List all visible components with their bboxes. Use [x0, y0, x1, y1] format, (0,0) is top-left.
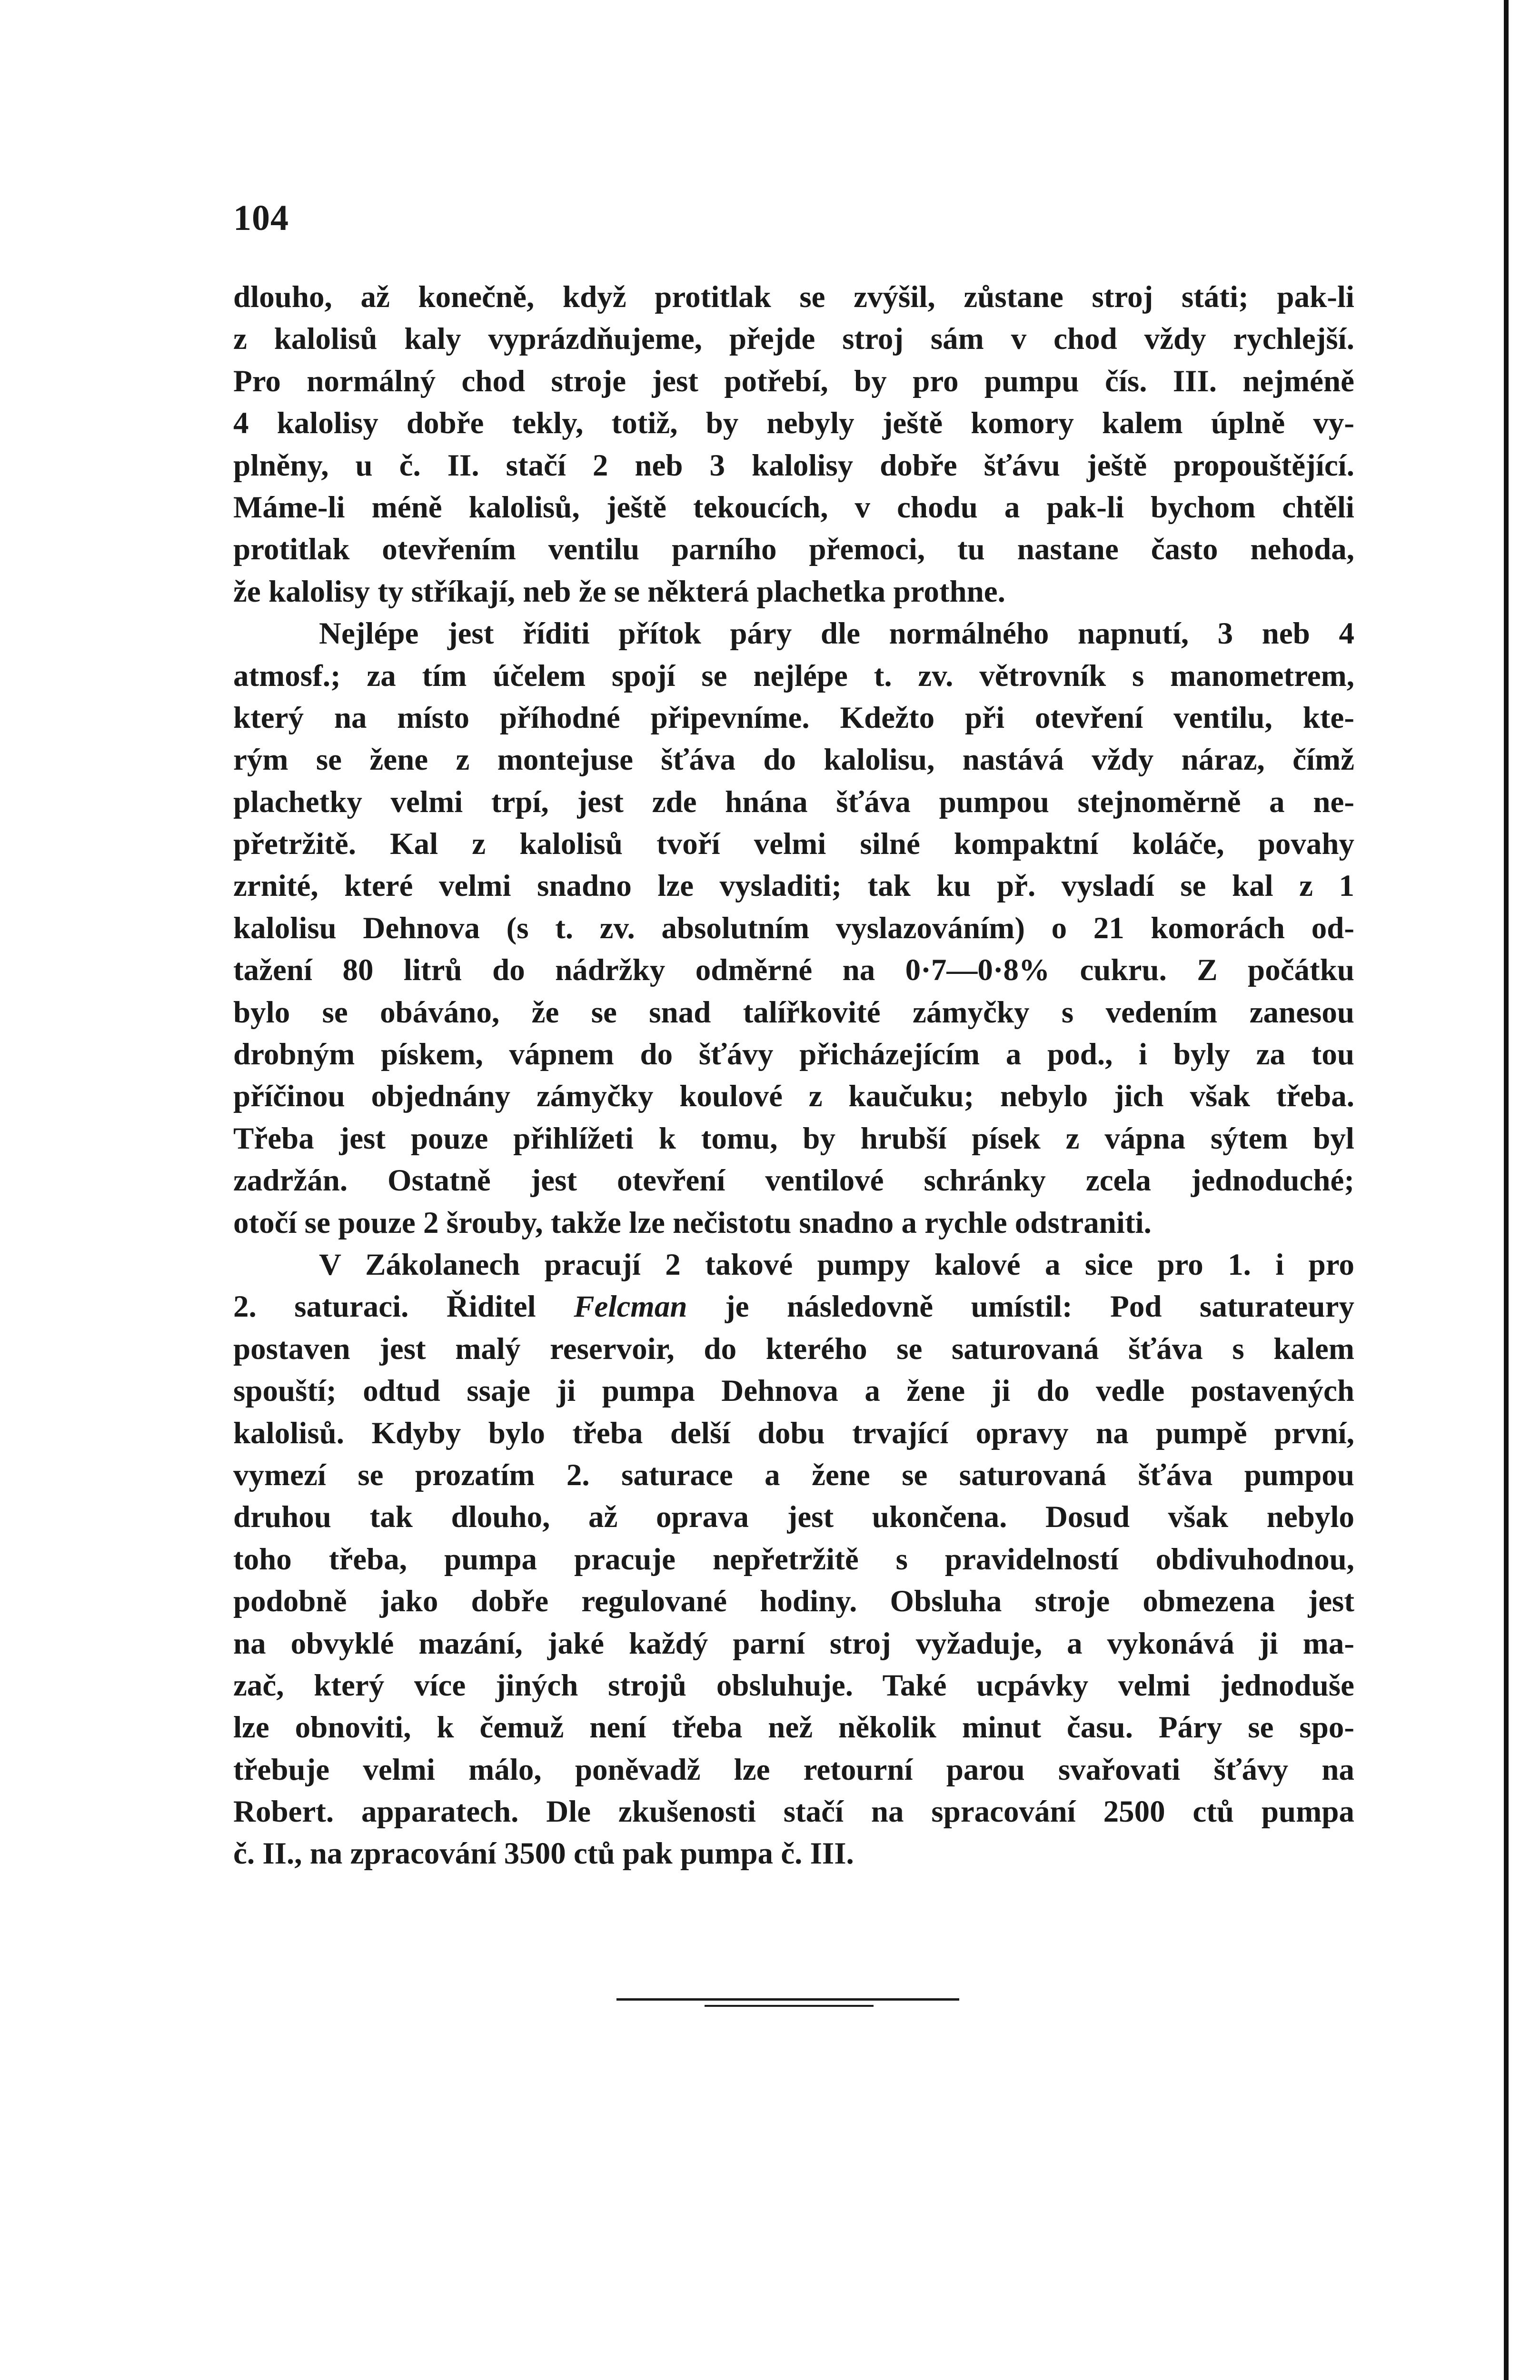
text-line: který na místo příhodné připevníme. Kdežto při otevření ventilu, kte-	[233, 700, 1354, 735]
text-line: 4 kalolisy dobře tekly, totiž, by nebyly ještě komory kalem úplně vy-	[233, 406, 1354, 441]
paragraph-2	[233, 613, 1354, 1244]
italic-name: Felcman	[574, 1289, 687, 1324]
paragraph-3	[233, 1244, 1354, 1875]
text-line: toho třeba, pumpa pracuje nepřetržitě s pravidelností obdivuhodnou,	[233, 1542, 1354, 1577]
text-line: kalolisu Dehnova (s t. zv. absolutním vyslazováním) o 21 komorách od-	[233, 911, 1354, 945]
text-line: protitlak otevřením ventilu parního přemoci, tu nastane často nehoda,	[233, 532, 1354, 567]
text-line: z kalolisů kaly vyprázdňujeme, přejde stroj sám v chod vždy rychlejší.	[233, 322, 1354, 357]
text-line: zrnité, které velmi snadno lze vysladiti; tak ku př. vysladí se kal z 1	[233, 869, 1354, 903]
text-line: otočí se pouze 2 šrouby, takže lze nečistotu snadno a rychle odstraniti.	[233, 1205, 1152, 1240]
text-line: zač, který více jiných strojů obsluhuje. Také ucpávky velmi jednoduše	[233, 1668, 1354, 1703]
body-text	[233, 276, 1354, 1875]
text-line: plněny, u č. II. stačí 2 neb 3 kalolisy dobře šťávu ještě propouštějící.	[233, 448, 1354, 483]
text-line: vymezí se prozatím 2. saturace a žene se saturovaná šťáva pumpou	[233, 1458, 1354, 1492]
text-line: Pro normálný chod stroje jest potřebí, by pro pumpu čís. III. nejméně	[233, 364, 1354, 398]
text-line: lze obnoviti, k čemuž není třeba než několik minut času. Páry se spo-	[233, 1710, 1354, 1745]
text-line: Třeba jest pouze přihlížeti k tomu, by hrubší písek z vápna sýtem byl	[233, 1121, 1354, 1156]
text-line: příčinou objednány zámyčky koulové z kaučuku; nebylo jich však třeba.	[233, 1079, 1354, 1114]
text-line-with-italic	[233, 1286, 1354, 1328]
text-line: na obvyklé mazání, jaké každý parní stroj vyžaduje, a vykonává ji ma-	[233, 1626, 1354, 1661]
scan-page-edge	[1502, 0, 1540, 2380]
text-line: č. II., na zpracování 3500 ctů pak pumpa č. III.	[233, 1836, 854, 1871]
closing-rule	[616, 1998, 959, 2001]
closing-rule-short	[705, 2005, 874, 2007]
text-line: přetržitě. Kal z kalolisů tvoří velmi silné kompaktní koláče, povahy	[233, 827, 1354, 862]
text-line: že kalolisy ty stříkají, neb že se některá plachetka prothne.	[233, 574, 1005, 609]
text-line: dlouho, až konečně, když protitlak se zvýšil, zůstane stroj státi; pak-li	[233, 280, 1354, 314]
text-line: atmosf.; za tím účelem spojí se nejlépe t. zv. větrovník s manometrem,	[233, 658, 1354, 693]
text-line: Máme-li méně kalolisů, ještě tekoucích, v chodu a pak-li bychom chtěli	[233, 490, 1354, 525]
text-line: zadržán. Ostatně jest otevření ventilové schránky zcela jednoduché;	[233, 1163, 1354, 1198]
text-fragment: je následovně umístil: Pod saturateury	[687, 1289, 1354, 1324]
text-line: Robert. apparatech. Dle zkušenosti stačí na spracování 2500 ctů pumpa	[233, 1795, 1354, 1829]
text-line: bylo se obáváno, že se snad talířkovité zámyčky s vedením zanesou	[233, 995, 1354, 1030]
text-line: druhou tak dlouho, až oprava jest ukončena. Dosud však nebylo	[233, 1500, 1354, 1535]
text-line: rým se žene z montejuse šťáva do kalolisu, nastává vždy náraz, čímž	[233, 743, 1354, 777]
text-line: tažení 80 litrů do nádržky odměrné na 0·7—0·8% cukru. Z počátku	[233, 953, 1354, 988]
text-line: třebuje velmi málo, poněvadž lze retourní parou svařovati šťávy na	[233, 1752, 1354, 1787]
text-line: V Zákolanech pracují 2 takové pumpy kalové a sice pro 1. i pro	[319, 1247, 1354, 1282]
text-line: podobně jako dobře regulované hodiny. Obsluha stroje obmezena jest	[233, 1584, 1354, 1619]
text-line: drobným pískem, vápnem do šťávy přicházejícím a pod., i byly za tou	[233, 1037, 1354, 1072]
text-fragment: 2. saturaci. Řiditel	[233, 1289, 574, 1324]
text-line: plachetky velmi trpí, jest zde hnána šťáva pumpou stejnoměrně a ne-	[233, 784, 1354, 819]
text-line: spouští; odtud ssaje ji pumpa Dehnova a žene ji do vedle postavených	[233, 1374, 1354, 1408]
text-line: kalolisů. Kdyby bylo třeba delší dobu trvající opravy na pumpě první,	[233, 1416, 1354, 1450]
text-line: Nejlépe jest říditi přítok páry dle normálného napnutí, 3 neb 4	[319, 616, 1354, 651]
paragraph-1	[233, 276, 1354, 613]
page-number: 104	[233, 198, 289, 238]
text-line: postaven jest malý reservoir, do kterého se saturovaná šťáva s kalem	[233, 1331, 1354, 1366]
